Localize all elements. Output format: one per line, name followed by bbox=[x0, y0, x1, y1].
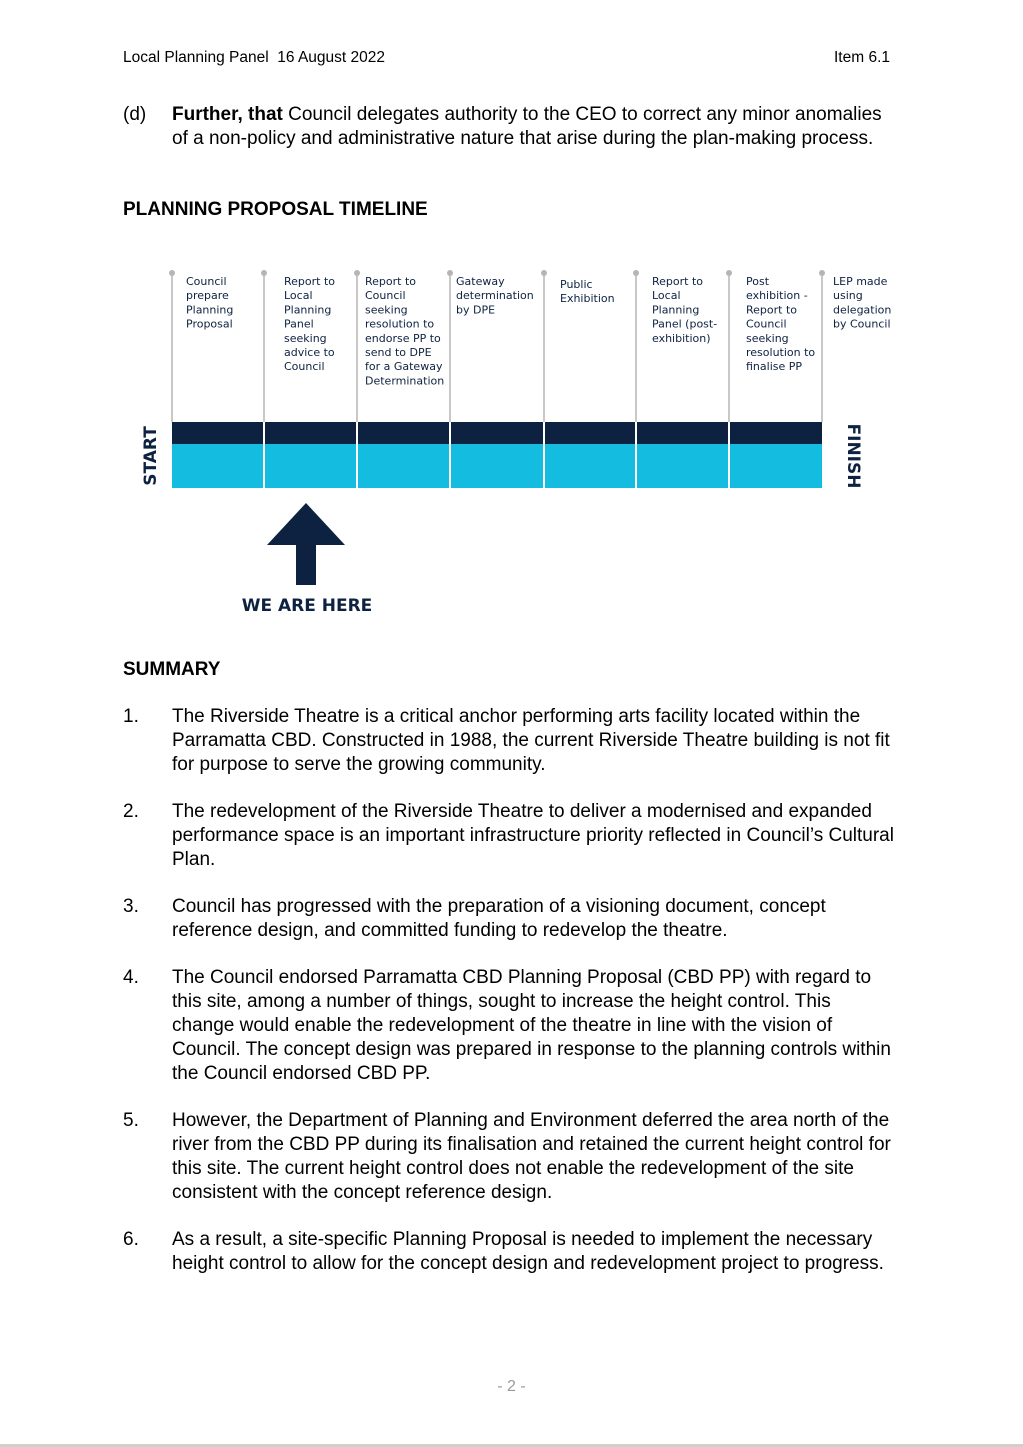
summary-item-number: 3. bbox=[123, 896, 139, 917]
summary-item-text: However, the Department of Planning and Environment deferred the area north of the river from the CBD PP during its finalisation and retained the current height control for this site. The current height control does not enable the redevelopment of the site consistent with the concept reference design. bbox=[172, 1110, 891, 1203]
summary-item bbox=[123, 705, 898, 777]
summary-item-number: 1. bbox=[123, 706, 139, 727]
we-are-here-label: WE ARE HERE bbox=[241, 596, 373, 616]
timeline-stage-label: Panel bbox=[284, 317, 314, 331]
summary-item bbox=[123, 800, 898, 872]
timeline-stage-label: using bbox=[833, 289, 863, 303]
timeline-stage-label: Gateway bbox=[456, 275, 505, 288]
timeline-stage-marker-dot bbox=[169, 270, 175, 276]
timeline-stage-marker-dot bbox=[447, 270, 453, 276]
timeline-bar-bottom bbox=[172, 444, 822, 488]
timeline-stage-label: endorse PP to bbox=[365, 331, 441, 345]
timeline-stage-label: finalise PP bbox=[746, 360, 803, 374]
resolution-paragraph-d bbox=[123, 103, 898, 151]
up-arrow-icon bbox=[267, 503, 345, 585]
timeline-stage-label: exhibition - bbox=[746, 289, 808, 303]
summary-item-number: 2. bbox=[123, 801, 139, 822]
timeline-stage-label: exhibition) bbox=[652, 331, 711, 345]
summary-item-number: 5. bbox=[123, 1110, 139, 1131]
timeline-stage-label: for a Gateway bbox=[365, 360, 443, 374]
summary-item-text: The redevelopment of the Riverside Theatre to deliver a modernised and expanded performance space is an important infrastructure priority reflected in Council’s Cultural Plan. bbox=[172, 801, 894, 870]
timeline-stage-label: Council bbox=[746, 317, 787, 331]
paragraph-label: (d) bbox=[123, 104, 147, 125]
timeline-stage-label: Council bbox=[284, 360, 325, 374]
summary-item-number: 6. bbox=[123, 1229, 139, 1250]
timeline-stage-label: prepare bbox=[186, 289, 229, 303]
timeline-stage-label: delegation bbox=[833, 303, 892, 317]
page-number: - 2 - bbox=[497, 1378, 526, 1395]
timeline-stage-label: Planning bbox=[284, 303, 332, 317]
timeline-stage-label: Planning bbox=[652, 303, 700, 317]
timeline-stage-label: resolution to bbox=[365, 317, 435, 331]
summary-heading: SUMMARY bbox=[123, 659, 221, 680]
timeline-stage-marker-dot bbox=[819, 270, 825, 276]
header-item-number: Item 6.1 bbox=[834, 49, 890, 66]
timeline-stage-label: Report to bbox=[746, 303, 798, 317]
timeline-stage-label: Exhibition bbox=[560, 292, 615, 306]
header-meeting-date: Local Planning Panel 16 August 2022 bbox=[123, 49, 385, 66]
timeline-stage-label: Local bbox=[284, 289, 313, 303]
timeline-stage-label: seeking bbox=[365, 303, 408, 317]
paragraph-text: Council delegates authority to the CEO to correct any minor anomalies of a non-policy and administrative nature that arise during the plan-making process. bbox=[172, 104, 882, 149]
summary-item bbox=[123, 1109, 898, 1205]
finish-label: FINISH bbox=[843, 423, 863, 489]
timeline-stage-marker-dot bbox=[726, 270, 732, 276]
timeline-stage-label: Post bbox=[746, 275, 770, 288]
timeline-stage-label: Planning bbox=[186, 303, 234, 317]
timeline-stage-marker-dot bbox=[261, 270, 267, 276]
timeline-stage-label: Determination bbox=[365, 374, 445, 388]
timeline-stage-label: send to DPE bbox=[365, 346, 432, 359]
timeline-stage-label: seeking bbox=[746, 331, 789, 345]
timeline-stage-label: Panel (post- bbox=[652, 317, 718, 331]
timeline-stage-label: by Council bbox=[833, 317, 891, 331]
planning-proposal-timeline bbox=[130, 262, 892, 632]
summary-item bbox=[123, 1228, 898, 1276]
timeline-stage-label: Council bbox=[186, 275, 227, 288]
timeline-bar-top bbox=[172, 422, 822, 444]
timeline-stage-label: by DPE bbox=[456, 303, 496, 317]
summary-list bbox=[123, 705, 898, 1299]
timeline-stage-label: Public bbox=[560, 278, 593, 291]
timeline-stage-label: advice to bbox=[284, 346, 335, 359]
summary-item bbox=[123, 895, 898, 943]
timeline-stage-marker-dot bbox=[541, 270, 547, 276]
timeline-stage-label: Report to bbox=[652, 275, 704, 288]
timeline-stage-label: determination bbox=[456, 289, 534, 303]
timeline-stage-label: resolution to bbox=[746, 346, 816, 359]
summary-item-text: The Council endorsed Parramatta CBD Planning Proposal (CBD PP) with regard to this site, among a number of things, sought to increase the height control. This change would enable the redevelopment of the theatre in line with the vision of Council. The concept design was prepared in response to the planning controls within the Council endorsed CBD PP. bbox=[172, 967, 891, 1084]
start-label: START bbox=[141, 426, 161, 486]
summary-item-text: As a result, a site-specific Planning Proposal is needed to implement the necessary height control to allow for the concept design and redevelopment project to progress. bbox=[172, 1229, 884, 1274]
paragraph-bold-lead: Further, that bbox=[172, 104, 283, 125]
paragraph-body bbox=[172, 103, 898, 151]
summary-item-number: 4. bbox=[123, 967, 139, 988]
timeline-stage-label: Council bbox=[365, 289, 406, 303]
summary-item bbox=[123, 966, 898, 1086]
summary-item-text: The Riverside Theatre is a critical anchor performing arts facility located within the Parramatta CBD. Constructed in 1988, the current Riverside Theatre building is not fit for purpose to serve the growing community. bbox=[172, 706, 890, 775]
summary-item-text: Council has progressed with the preparation of a visioning document, concept reference design, and committed funding to redevelop the theatre. bbox=[172, 896, 826, 941]
timeline-stage-label: LEP made bbox=[833, 275, 888, 288]
timeline-stage-marker-dot bbox=[633, 270, 639, 276]
timeline-stage-marker-dot bbox=[354, 270, 360, 276]
timeline-stage-label: Report to bbox=[365, 275, 417, 288]
timeline-stage-label: Proposal bbox=[186, 317, 233, 331]
timeline-stage-label: Local bbox=[652, 289, 681, 303]
timeline-stage-label: seeking bbox=[284, 331, 327, 345]
timeline-stage-label: Report to bbox=[284, 275, 336, 288]
timeline-heading: PLANNING PROPOSAL TIMELINE bbox=[123, 199, 428, 220]
